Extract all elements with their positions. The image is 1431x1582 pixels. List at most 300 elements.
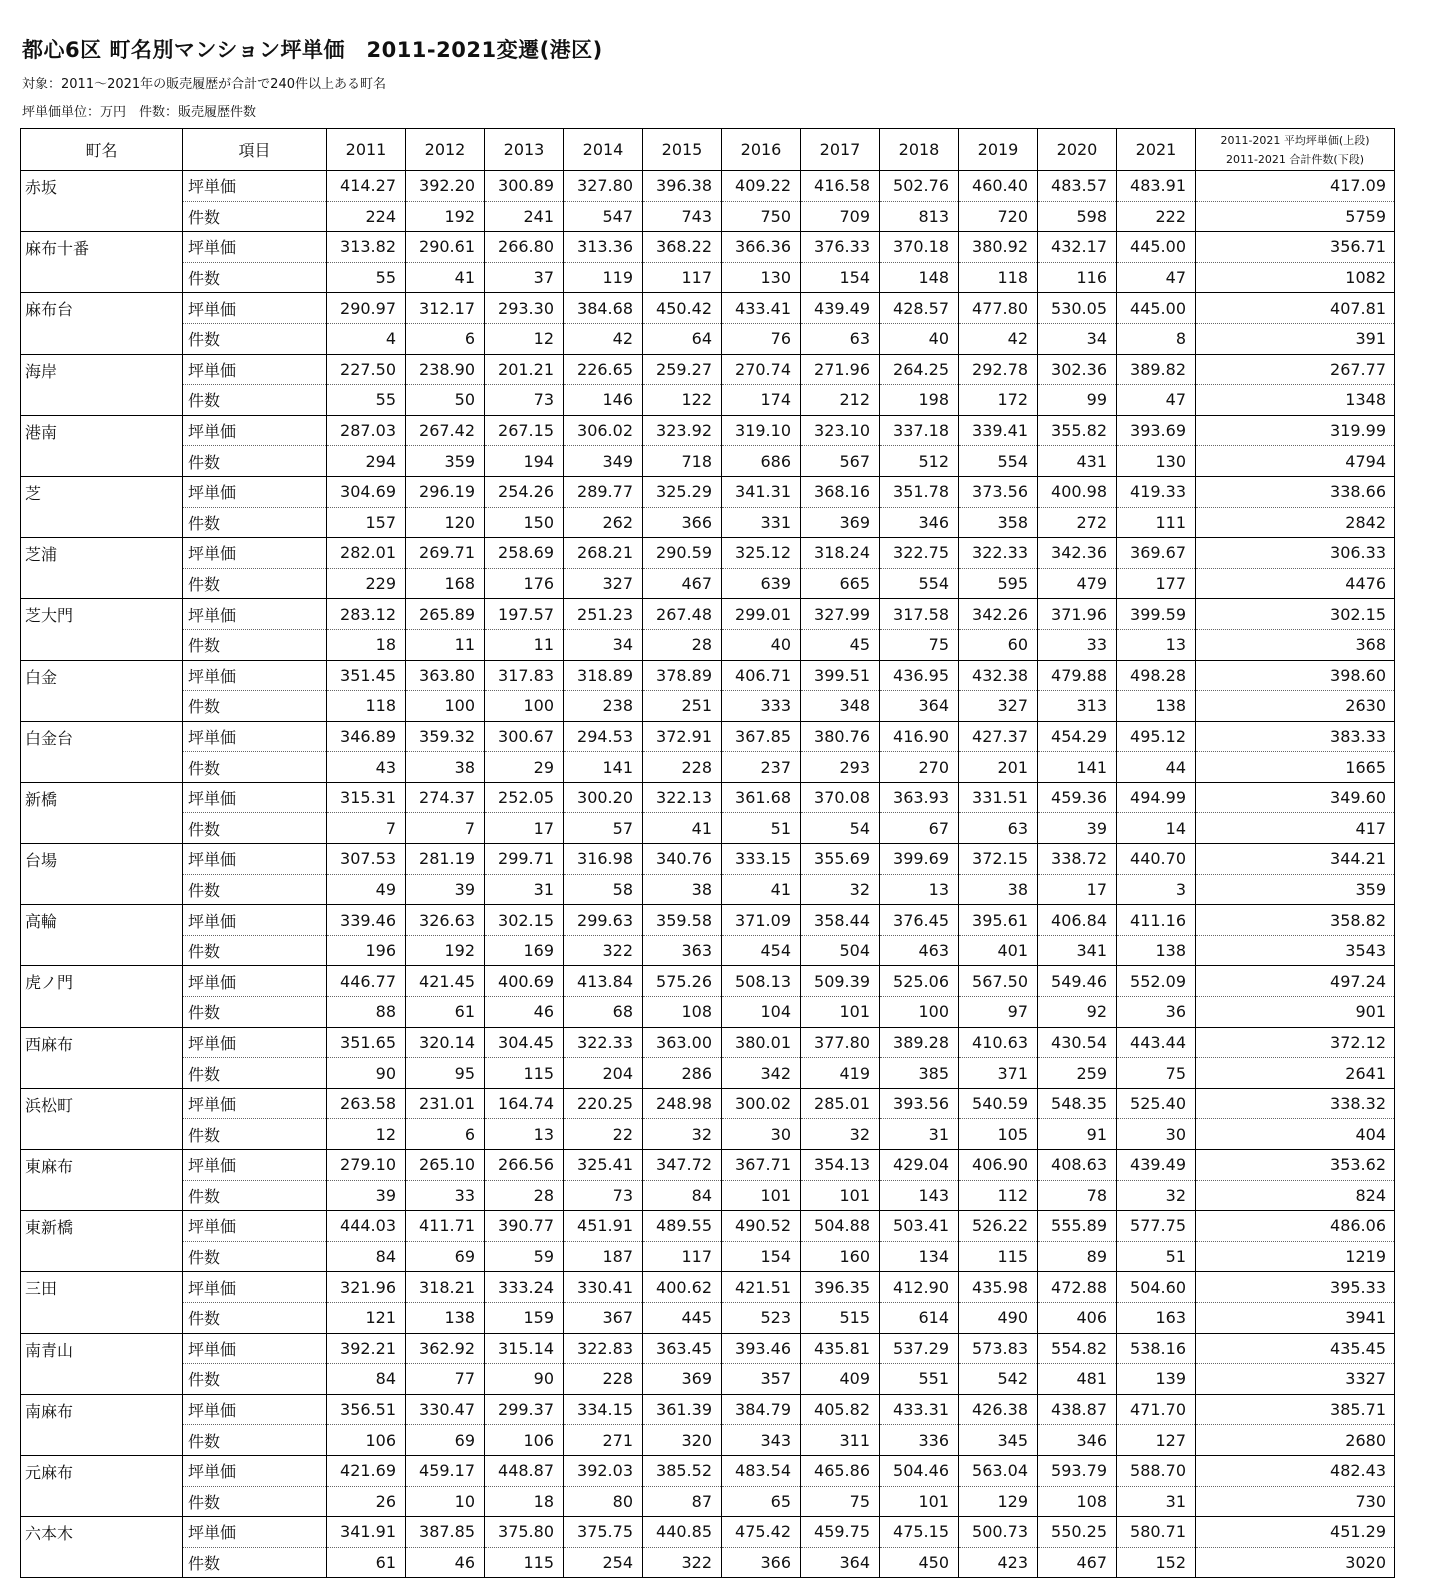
town-name: 港南 [21,415,183,476]
price-cell: 340.76 [643,844,722,875]
price-average-cell: 353.62 [1196,1150,1395,1181]
count-cell: 7 [327,813,406,844]
count-cell: 17 [1038,874,1117,905]
count-cell: 157 [327,507,406,538]
count-total-cell: 1665 [1196,752,1395,783]
town-name: 高輪 [21,905,183,966]
count-cell: 31 [1117,1486,1196,1517]
count-cell: 39 [1038,813,1117,844]
price-cell: 299.63 [564,905,643,936]
count-cell: 286 [643,1058,722,1089]
price-cell: 555.89 [1038,1211,1117,1242]
count-cell: 322 [643,1547,722,1578]
count-cell: 30 [1117,1119,1196,1150]
count-cell: 129 [959,1486,1038,1517]
count-cell: 168 [406,568,485,599]
count-total-cell: 4794 [1196,446,1395,477]
price-cell: 322.83 [564,1333,643,1364]
price-cell: 354.13 [801,1150,880,1181]
count-cell: 327 [564,568,643,599]
count-cell: 46 [485,997,564,1028]
price-cell: 416.90 [880,721,959,752]
price-cell: 377.80 [801,1027,880,1058]
unit-note: 坪単価単位：万円 件数：販売履歴件数 [22,105,257,120]
price-cell: 554.82 [1038,1333,1117,1364]
header-item: 項目 [183,129,327,171]
item-label-count: 件数 [183,201,327,232]
count-cell: 127 [1117,1425,1196,1456]
table-row-count [21,1486,1395,1517]
count-cell: 409 [801,1364,880,1395]
item-label-price: 坪単価 [183,1150,327,1181]
count-cell: 349 [564,446,643,477]
price-cell: 550.25 [1038,1517,1117,1548]
count-cell: 169 [485,935,564,966]
price-cell: 421.51 [722,1272,801,1303]
count-cell: 97 [959,997,1038,1028]
count-total-cell: 3020 [1196,1547,1395,1578]
price-cell: 530.05 [1038,293,1117,324]
count-cell: 117 [643,1241,722,1272]
count-cell: 84 [327,1364,406,1395]
count-cell: 567 [801,446,880,477]
count-cell: 270 [880,752,959,783]
price-cell: 433.41 [722,293,801,324]
price-cell: 593.79 [1038,1455,1117,1486]
price-cell: 351.78 [880,476,959,507]
item-label-price: 坪単価 [183,1455,327,1486]
item-label-count: 件数 [183,446,327,477]
price-cell: 325.12 [722,538,801,569]
item-label-count: 件数 [183,385,327,416]
table-row-price [21,1088,1395,1119]
price-cell: 290.61 [406,232,485,263]
count-cell: 333 [722,691,801,722]
count-total-cell: 4476 [1196,568,1395,599]
price-cell: 254.26 [485,476,564,507]
count-cell: 42 [959,323,1038,354]
price-cell: 281.19 [406,844,485,875]
table-row-count [21,1180,1395,1211]
count-cell: 11 [485,629,564,660]
price-cell: 390.77 [485,1211,564,1242]
price-cell: 231.01 [406,1088,485,1119]
price-cell: 313.36 [564,232,643,263]
count-cell: 31 [880,1119,959,1150]
table-row-price [21,1517,1395,1548]
price-average-cell: 302.15 [1196,599,1395,630]
price-cell: 359.32 [406,721,485,752]
price-cell: 164.74 [485,1088,564,1119]
count-cell: 95 [406,1058,485,1089]
table-row-count [21,752,1395,783]
count-cell: 750 [722,201,801,232]
count-cell: 293 [801,752,880,783]
price-cell: 540.59 [959,1088,1038,1119]
price-average-cell: 435.45 [1196,1333,1395,1364]
count-cell: 33 [1038,629,1117,660]
price-cell: 296.19 [406,476,485,507]
price-cell: 448.87 [485,1455,564,1486]
count-cell: 547 [564,201,643,232]
count-cell: 364 [880,691,959,722]
price-cell: 363.00 [643,1027,722,1058]
item-label-count: 件数 [183,262,327,293]
count-cell: 12 [485,323,564,354]
price-cell: 197.57 [485,599,564,630]
item-label-price: 坪単価 [183,1088,327,1119]
count-cell: 542 [959,1364,1038,1395]
count-cell: 639 [722,568,801,599]
header-year: 2012 [406,129,485,171]
item-label-price: 坪単価 [183,1394,327,1425]
count-cell: 101 [880,1486,959,1517]
price-cell: 330.47 [406,1394,485,1425]
count-cell: 51 [722,813,801,844]
price-cell: 268.21 [564,538,643,569]
price-cell: 265.10 [406,1150,485,1181]
price-average-cell: 385.71 [1196,1394,1395,1425]
count-cell: 141 [1038,752,1117,783]
price-cell: 293.30 [485,293,564,324]
count-cell: 75 [880,629,959,660]
item-label-price: 坪単価 [183,293,327,324]
table-row-count [21,1119,1395,1150]
count-cell: 595 [959,568,1038,599]
price-cell: 428.57 [880,293,959,324]
price-cell: 338.72 [1038,844,1117,875]
count-cell: 271 [564,1425,643,1456]
town-name: 東新橋 [21,1211,183,1272]
count-cell: 121 [327,1302,406,1333]
price-cell: 248.98 [643,1088,722,1119]
count-cell: 28 [643,629,722,660]
count-cell: 743 [643,201,722,232]
price-cell: 405.82 [801,1394,880,1425]
price-cell: 302.36 [1038,354,1117,385]
header-year: 2017 [801,129,880,171]
price-cell: 399.69 [880,844,959,875]
price-cell: 409.22 [722,171,801,202]
price-cell: 479.88 [1038,660,1117,691]
count-cell: 322 [564,935,643,966]
count-cell: 479 [1038,568,1117,599]
price-cell: 342.36 [1038,538,1117,569]
table-row-count [21,1425,1395,1456]
count-cell: 100 [880,997,959,1028]
table-row-count [21,813,1395,844]
item-label-price: 坪単価 [183,1517,327,1548]
price-cell: 358.44 [801,905,880,936]
price-cell: 252.05 [485,782,564,813]
table-row-count [21,874,1395,905]
price-cell: 316.98 [564,844,643,875]
count-cell: 490 [959,1302,1038,1333]
count-cell: 515 [801,1302,880,1333]
price-cell: 575.26 [643,966,722,997]
header-average-label: 2011-2021 平均坪単価(上段) [1220,133,1370,147]
count-cell: 59 [485,1241,564,1272]
price-cell: 525.06 [880,966,959,997]
town-name: 台場 [21,844,183,905]
count-cell: 401 [959,935,1038,966]
price-cell: 525.40 [1117,1088,1196,1119]
price-cell: 363.93 [880,782,959,813]
count-cell: 450 [880,1547,959,1578]
count-cell: 196 [327,935,406,966]
count-total-cell: 901 [1196,997,1395,1028]
count-cell: 8 [1117,323,1196,354]
price-cell: 307.53 [327,844,406,875]
town-name: 南麻布 [21,1394,183,1455]
price-cell: 400.98 [1038,476,1117,507]
price-average-cell: 497.24 [1196,966,1395,997]
price-cell: 227.50 [327,354,406,385]
price-cell: 304.45 [485,1027,564,1058]
count-cell: 117 [643,262,722,293]
price-cell: 322.75 [880,538,959,569]
price-cell: 471.70 [1117,1394,1196,1425]
count-cell: 160 [801,1241,880,1272]
price-cell: 439.49 [1117,1150,1196,1181]
count-cell: 152 [1117,1547,1196,1578]
count-cell: 138 [1117,691,1196,722]
price-cell: 317.58 [880,599,959,630]
price-cell: 380.92 [959,232,1038,263]
count-cell: 294 [327,446,406,477]
town-name: 三田 [21,1272,183,1333]
count-cell: 41 [722,874,801,905]
count-cell: 187 [564,1241,643,1272]
price-cell: 302.15 [485,905,564,936]
price-cell: 271.96 [801,354,880,385]
price-cell: 269.71 [406,538,485,569]
count-total-cell: 730 [1196,1486,1395,1517]
item-label-count: 件数 [183,323,327,354]
price-cell: 341.91 [327,1517,406,1548]
count-cell: 366 [722,1547,801,1578]
table-row-count [21,385,1395,416]
price-cell: 412.90 [880,1272,959,1303]
price-cell: 362.92 [406,1333,485,1364]
price-cell: 419.33 [1117,476,1196,507]
count-cell: 367 [564,1302,643,1333]
count-cell: 104 [722,997,801,1028]
count-total-cell: 368 [1196,629,1395,660]
count-cell: 90 [327,1058,406,1089]
price-cell: 282.01 [327,538,406,569]
count-cell: 551 [880,1364,959,1395]
count-cell: 327 [959,691,1038,722]
price-cell: 400.69 [485,966,564,997]
price-cell: 323.10 [801,415,880,446]
price-cell: 370.18 [880,232,959,263]
count-cell: 106 [485,1425,564,1456]
price-average-cell: 338.32 [1196,1088,1395,1119]
count-cell: 87 [643,1486,722,1517]
count-cell: 229 [327,568,406,599]
count-cell: 38 [959,874,1038,905]
price-cell: 483.91 [1117,171,1196,202]
town-name: 南青山 [21,1333,183,1394]
price-cell: 498.28 [1117,660,1196,691]
price-cell: 526.22 [959,1211,1038,1242]
count-cell: 34 [1038,323,1117,354]
price-cell: 375.80 [485,1517,564,1548]
count-cell: 423 [959,1547,1038,1578]
price-cell: 438.87 [1038,1394,1117,1425]
count-cell: 69 [406,1241,485,1272]
price-cell: 588.70 [1117,1455,1196,1486]
count-total-cell: 2680 [1196,1425,1395,1456]
price-cell: 395.61 [959,905,1038,936]
price-cell: 460.40 [959,171,1038,202]
count-cell: 55 [327,385,406,416]
price-cell: 406.84 [1038,905,1117,936]
count-cell: 40 [722,629,801,660]
header-year: 2011 [327,129,406,171]
town-name: 東麻布 [21,1150,183,1211]
price-cell: 389.28 [880,1027,959,1058]
count-cell: 36 [1117,997,1196,1028]
table-row-count [21,262,1395,293]
count-cell: 39 [327,1180,406,1211]
price-cell: 387.85 [406,1517,485,1548]
count-cell: 42 [564,323,643,354]
price-cell: 459.36 [1038,782,1117,813]
price-cell: 264.25 [880,354,959,385]
price-cell: 330.41 [564,1272,643,1303]
town-name: 海岸 [21,354,183,415]
price-cell: 294.53 [564,721,643,752]
price-cell: 285.01 [801,1088,880,1119]
count-total-cell: 3543 [1196,935,1395,966]
item-label-price: 坪単価 [183,538,327,569]
price-cell: 440.85 [643,1517,722,1548]
price-cell: 376.33 [801,232,880,263]
price-average-cell: 338.66 [1196,476,1395,507]
price-cell: 406.90 [959,1150,1038,1181]
count-cell: 78 [1038,1180,1117,1211]
count-cell: 512 [880,446,959,477]
count-cell: 336 [880,1425,959,1456]
count-cell: 60 [959,629,1038,660]
item-label-price: 坪単価 [183,782,327,813]
price-cell: 580.71 [1117,1517,1196,1548]
price-cell: 290.59 [643,538,722,569]
price-cell: 267.42 [406,415,485,446]
count-cell: 686 [722,446,801,477]
count-cell: 28 [485,1180,564,1211]
count-cell: 366 [643,507,722,538]
price-cell: 465.86 [801,1455,880,1486]
count-cell: 111 [1117,507,1196,538]
item-label-count: 件数 [183,997,327,1028]
price-cell: 347.72 [643,1150,722,1181]
table-row-price [21,476,1395,507]
price-cell: 454.29 [1038,721,1117,752]
price-cell: 368.16 [801,476,880,507]
price-cell: 300.02 [722,1088,801,1119]
price-cell: 380.01 [722,1027,801,1058]
count-cell: 343 [722,1425,801,1456]
count-cell: 204 [564,1058,643,1089]
item-label-price: 坪単価 [183,232,327,263]
count-cell: 194 [485,446,564,477]
count-cell: 38 [406,752,485,783]
count-cell: 67 [880,813,959,844]
count-cell: 238 [564,691,643,722]
count-cell: 237 [722,752,801,783]
item-label-count: 件数 [183,935,327,966]
count-cell: 63 [959,813,1038,844]
count-total-cell: 5759 [1196,201,1395,232]
count-cell: 12 [327,1119,406,1150]
count-total-cell: 3941 [1196,1302,1395,1333]
table-row-price [21,1394,1395,1425]
count-cell: 122 [643,385,722,416]
price-cell: 270.74 [722,354,801,385]
count-cell: 44 [1117,752,1196,783]
count-cell: 18 [327,629,406,660]
count-cell: 101 [801,997,880,1028]
price-cell: 369.67 [1117,538,1196,569]
table-row-count [21,1547,1395,1578]
price-cell: 494.99 [1117,782,1196,813]
price-cell: 299.01 [722,599,801,630]
price-cell: 475.15 [880,1517,959,1548]
price-cell: 372.91 [643,721,722,752]
count-cell: 45 [801,629,880,660]
price-cell: 287.03 [327,415,406,446]
price-cell: 356.51 [327,1394,406,1425]
count-cell: 18 [485,1486,564,1517]
price-cell: 446.77 [327,966,406,997]
count-cell: 80 [564,1486,643,1517]
count-cell: 11 [406,629,485,660]
town-name: 芝浦 [21,538,183,599]
price-cell: 406.71 [722,660,801,691]
item-label-price: 坪単価 [183,171,327,202]
price-cell: 508.13 [722,966,801,997]
count-cell: 523 [722,1302,801,1333]
town-name: 虎ノ門 [21,966,183,1027]
count-cell: 154 [801,262,880,293]
price-cell: 509.39 [801,966,880,997]
count-cell: 159 [485,1302,564,1333]
price-average-cell: 349.60 [1196,782,1395,813]
count-cell: 150 [485,507,564,538]
item-label-count: 件数 [183,1425,327,1456]
count-cell: 342 [722,1058,801,1089]
count-cell: 41 [406,262,485,293]
count-cell: 222 [1117,201,1196,232]
count-cell: 77 [406,1364,485,1395]
table-row-count [21,201,1395,232]
count-cell: 84 [327,1241,406,1272]
price-cell: 537.29 [880,1333,959,1364]
price-cell: 320.14 [406,1027,485,1058]
count-cell: 32 [1117,1180,1196,1211]
count-cell: 7 [406,813,485,844]
price-cell: 432.38 [959,660,1038,691]
price-cell: 396.38 [643,171,722,202]
price-average-cell: 306.33 [1196,538,1395,569]
price-cell: 416.58 [801,171,880,202]
count-cell: 348 [801,691,880,722]
price-cell: 430.54 [1038,1027,1117,1058]
table-row-count [21,507,1395,538]
